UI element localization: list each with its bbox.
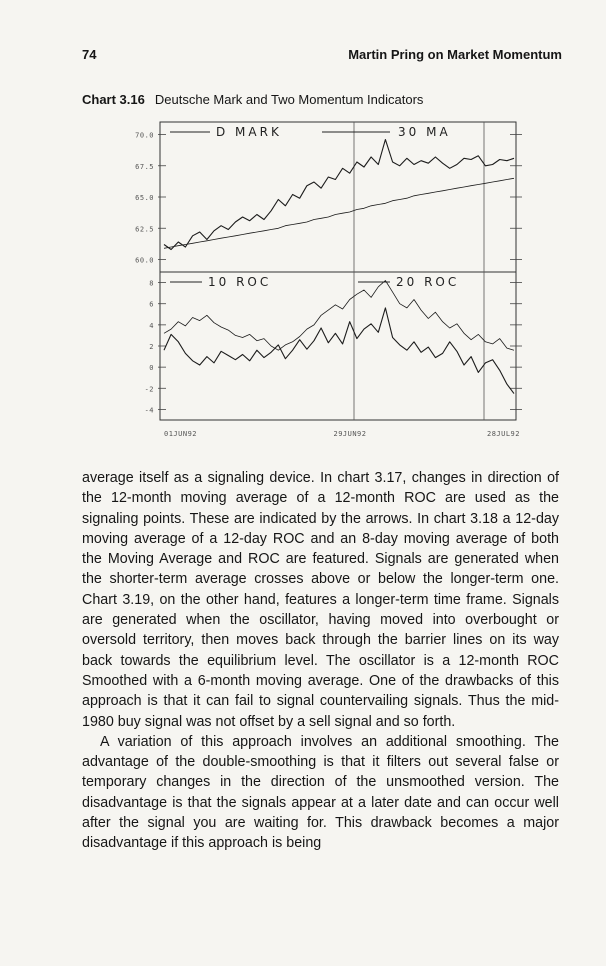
y-tick-label: 65.0	[135, 194, 154, 202]
y-tick-label: 4	[149, 321, 154, 330]
y-tick-label: -4	[144, 406, 154, 415]
running-head: Martin Pring on Market Momentum	[348, 47, 562, 62]
series-line-20-roc	[164, 281, 514, 351]
y-tick-label: 62.5	[135, 225, 154, 234]
legend-10roc: 10 ROC	[208, 275, 272, 289]
y-tick-label: 8	[149, 279, 154, 288]
y-tick-label: -2	[144, 385, 154, 394]
paragraph: A variation of this approach involves an additional smoothing. The advantage of the double-smoothing is that it filters out several false or temporary changes in the direction of the unsmoothed version. The disadvantage is that the signals appear at a later date and can occur well after the signal you are waiting for. This drawback becomes a major disadvantage if this approach is being	[82, 733, 559, 852]
y-tick-label: 2	[149, 343, 154, 351]
y-tick-label: 0	[149, 364, 154, 373]
chart-svg	[132, 110, 552, 445]
chart-caption	[82, 92, 423, 107]
chart-label: Chart 3.16	[82, 92, 145, 107]
paragraph: average itself as a signaling device. In chart 3.17, changes in direction of the 12-month moving average of a 12-month ROC are used as the signaling points. These are indicated by the arrows. In chart 3.18 a 12-day moving average of a 12-day ROC and an 8-day moving average of both the Moving Average and ROC are featured. Signals are generated when the shorter-term average crosses above or below the longer-term one. Chart 3.19, on the other hand, features a longer-term time frame. Signals are generated when the oscillator, having moved into overbought or oversold territory, then moves back through the barrier lines on its way back towards the equilibrium level. The oscillator is a 12-month ROC Smoothed with a 6-month moving average. One of the drawbacks of this approach is that it can fail to signal countervailing signals. Thus the mid-1980 buy signal was not offset by a sell signal and so forth.	[82, 470, 559, 730]
y-tick-label: 60.0	[135, 256, 154, 265]
x-tick-label: 29JUN92	[333, 430, 367, 438]
series-line-10-roc	[164, 308, 514, 394]
x-tick-label: 01JUN92	[164, 430, 198, 438]
legend-30ma: 30 MA	[398, 125, 451, 139]
legend-20roc: 20 ROC	[396, 275, 460, 289]
x-tick-label: 28JUL92	[486, 430, 520, 438]
y-tick-label: 6	[149, 300, 154, 309]
page-number: 74	[82, 47, 97, 62]
series-line-30-ma	[164, 178, 514, 248]
chart-figure	[132, 110, 552, 445]
series-line-d-mark	[164, 140, 514, 250]
y-tick-label: 70.0	[135, 131, 154, 140]
chart-title: Deutsche Mark and Two Momentum Indicators	[154, 92, 424, 107]
upper-panel-frame	[160, 122, 516, 272]
lower-panel-frame	[160, 272, 516, 420]
y-tick-label: 67.5	[135, 162, 154, 171]
legend-dmark: D MARK	[216, 125, 282, 139]
body-text	[82, 468, 559, 854]
